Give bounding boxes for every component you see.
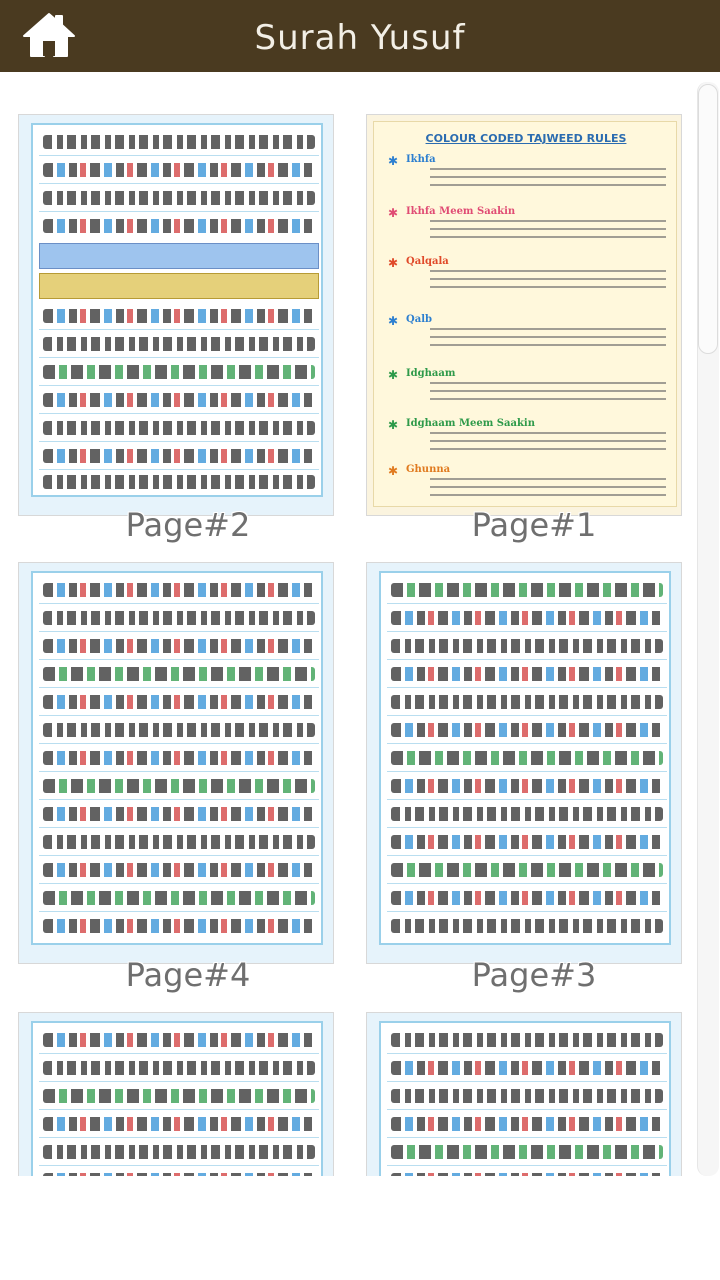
quran-page-image [379, 571, 671, 945]
page-grid [0, 72, 720, 1176]
app-bar [0, 0, 720, 72]
rules-title: COLOUR CODED TAJWEED RULES [425, 132, 627, 145]
scrollbar-thumb[interactable] [698, 84, 718, 354]
page-tile-1[interactable] [366, 114, 682, 516]
rule-idghaam: ✱ Idghaam [388, 368, 672, 412]
quran-page-image [379, 1021, 671, 1176]
page-tile-4[interactable] [18, 562, 334, 964]
star-icon: ✱ [388, 154, 399, 168]
page-label: Page#3 [471, 956, 597, 994]
star-icon: ✱ [388, 314, 399, 328]
page-tile-2[interactable] [18, 114, 334, 516]
rule-ikhfa-meem-saakin: ✱ Ikhfa Meem Saakin [388, 206, 672, 250]
rule-qalqala: ✱ Qalqala [388, 256, 672, 300]
star-icon: ✱ [388, 256, 399, 270]
quran-page-image [31, 1021, 323, 1176]
tajweed-rules-image [373, 121, 677, 507]
page-label: Page#1 [471, 506, 597, 544]
quran-page-image [31, 571, 323, 945]
quran-page-image [31, 123, 323, 497]
star-icon: ✱ [388, 464, 399, 478]
star-icon: ✱ [388, 418, 399, 432]
page-tile-5[interactable] [366, 1012, 682, 1176]
rule-ghunna: ✱ Ghunna [388, 464, 672, 508]
page-label: Page#4 [125, 956, 251, 994]
star-icon: ✱ [388, 206, 399, 220]
star-icon: ✱ [388, 368, 399, 382]
rule-ikhfa: ✱ Ikhfa [388, 154, 672, 198]
rule-qalb: ✱ Qalb [388, 314, 672, 358]
rule-idghaam-meem-saakin: ✱ Idghaam Meem Saakin [388, 418, 672, 462]
page-title: Surah Yusuf [254, 18, 466, 58]
page-label: Page#2 [125, 506, 251, 544]
page-tile-3[interactable] [366, 562, 682, 964]
page-tile-6[interactable] [18, 1012, 334, 1176]
